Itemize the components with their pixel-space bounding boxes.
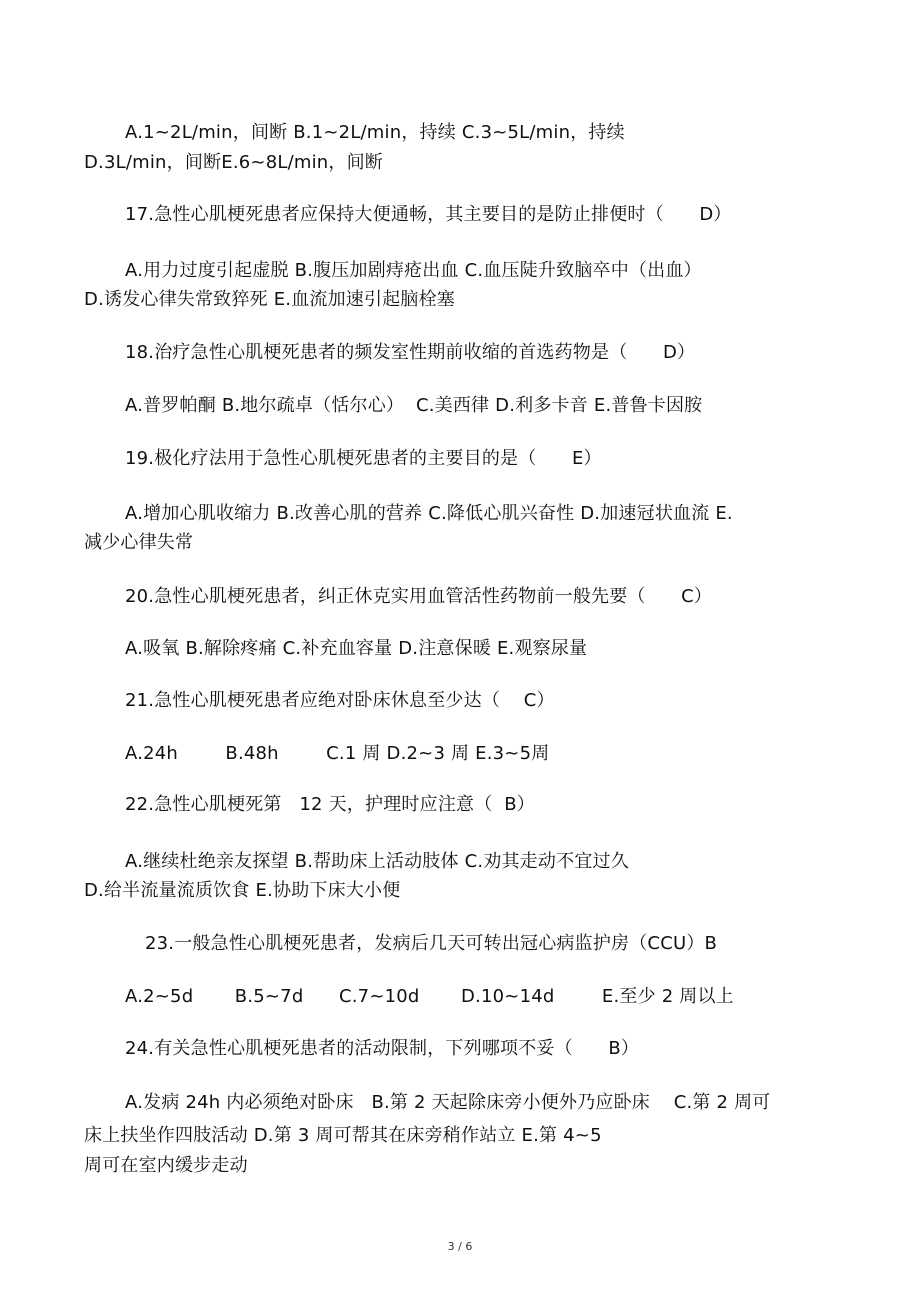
text-line-q24-options-b: 床上扶坐作四肢活动 D.第 3 周可帮其在床旁稍作站立 E.第 4~5 [84, 1125, 602, 1146]
text-line-q21-options: A.24h B.48h C.1 周 D.2~3 周 E.3~5周 [125, 743, 550, 764]
question-22: 22.急性心肌梗死第 12 天，护理时应注意（ B） [125, 794, 536, 815]
text-line-q16-options-a: A.1~2L/min，间断 B.1~2L/min，持续 C.3~5L/min，持续 [125, 122, 625, 143]
question-18: 18.治疗急性心肌梗死患者的频发室性期前收缩的首选药物是（ D） [125, 342, 696, 363]
text-line-q22-options-b: D.给半流量流质饮食 E.协助下床大小便 [84, 880, 401, 901]
text-line-q24-options-c: 周可在室内缓步走动 [84, 1155, 248, 1176]
text-line-q18-options: A.普罗帕酮 B.地尔疏卓（恬尔心） C.美西律 D.利多卡音 E.普鲁卡因胺 [125, 395, 703, 416]
text-line-q17-options-a: A.用力过度引起虚脱 B.腹压加剧痔疮出血 C.血压陡升致脑卒中（出血） [125, 260, 702, 281]
question-24: 24.有关急性心肌梗死患者的活动限制，下列哪项不妥（ B） [125, 1038, 640, 1059]
text-line-q16-options-b: D.3L/min，间断E.6~8L/min，间断 [84, 152, 383, 173]
question-17: 17.急性心肌梗死患者应保持大便通畅，其主要目的是防止排便时（ D） [125, 204, 732, 225]
question-21: 21.急性心肌梗死患者应绝对卧床休息至少达（ C） [125, 690, 555, 711]
text-line-q22-options-a: A.继续杜绝亲友探望 B.帮助床上活动肢体 C.劝其走动不宜过久 [125, 851, 629, 872]
question-20: 20.急性心肌梗死患者，纠正休克实用血管活性药物前一般先要（ C） [125, 586, 713, 607]
text-line-q23-options: A.2~5d B.5~7d C.7~10d D.10~14d E.至少 2 周以上 [125, 986, 734, 1007]
text-line-q19-options-a: A.增加心肌收缩力 B.改善心肌的营养 C.降低心肌兴奋性 D.加速冠状血流 E. [125, 503, 733, 524]
text-line-q20-options: A.吸氧 B.解除疼痛 C.补充血容量 D.注意保暖 E.观察尿量 [125, 638, 588, 659]
question-19: 19.极化疗法用于急性心肌梗死患者的主要目的是（ E） [125, 448, 602, 469]
text-line-q24-options-a: A.发病 24h 内必须绝对卧床 B.第 2 天起除床旁小便外乃应卧床 C.第 2 周可 [125, 1092, 771, 1113]
question-23: 23.一般急性心肌梗死患者，发病后几天可转出冠心病监护房（CCU）B [145, 933, 718, 954]
page-number: 3 / 6 [447, 1240, 473, 1253]
text-line-q17-options-b: D.诱发心律失常致猝死 E.血流加速引起脑栓塞 [84, 289, 455, 310]
text-line-q19-options-b: 减少心律失常 [84, 532, 194, 553]
